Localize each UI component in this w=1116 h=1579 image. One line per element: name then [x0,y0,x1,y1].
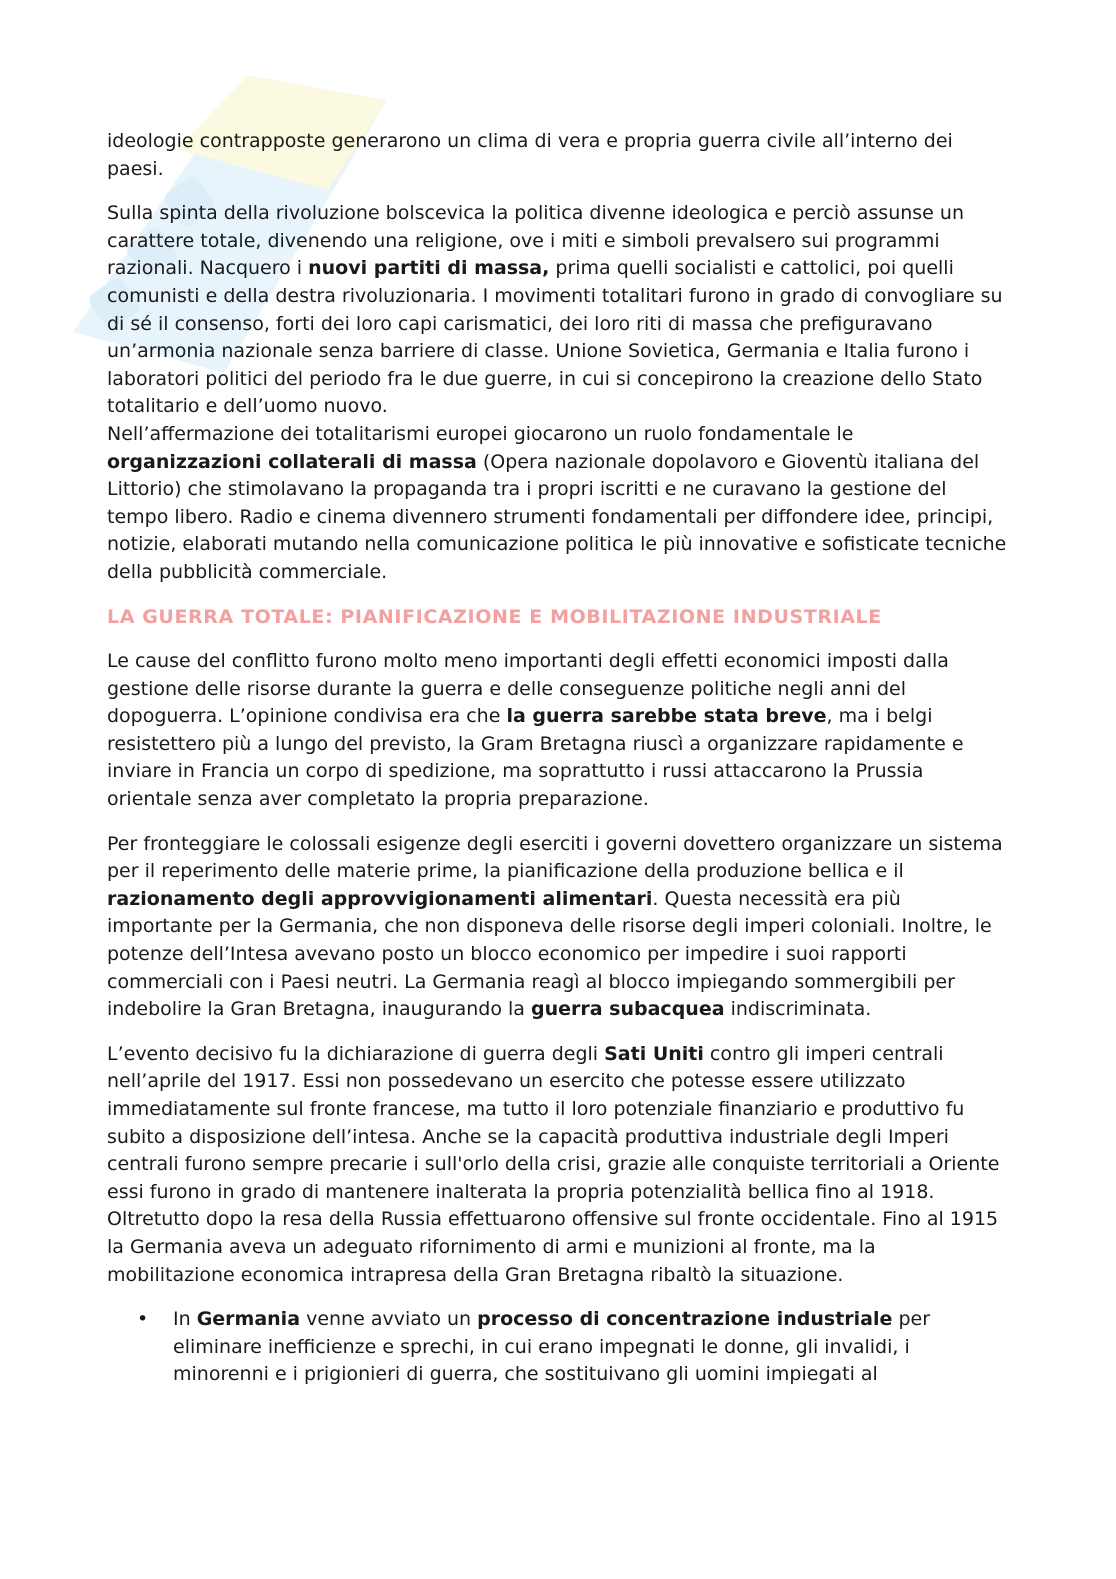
paragraph-cause-conflitto: Le cause del conflitto furono molto meno importanti degli effetti economici imposti dalla gestione delle risorse durante la guerra e delle conseguenze politiche negli anni del dopoguerra. L’opinione condivisa era che la guerra sarebbe stata breve, ma i belgi resistettero più a lungo del previsto, la Gram Bretagna riuscì a organizzare rapidamente e inviare in Francia un corpo di spedizione, ma soprattutto i russi attaccarono la Prussia orientale senza aver completato la propria preparazione. [107,650,964,811]
paragraph-totalitarismi: Nell’affermazione dei totalitarismi europei giocarono un ruolo fondamentale le organizzazioni collaterali di massa (Opera nazionale dopolavoro e Gioventù italiana del Littorio) che stimolavano la propaganda tra i propri iscritti e ne curavano la gestione del tempo libero. Radio e cinema divennero strumenti fondamentali per diffondere idee, principi, notizie, elaborati mutando nella comunicazione politica le più innovative e sofisticate tecniche della pubblicità commerciale. [107,422,1007,583]
paragraph-ideologie: ideologie contrapposte generarono un clima di vera e propria guerra civile all’interno dei paesi. [107,130,953,180]
document-body [107,128,1007,1389]
section-heading: LA GUERRA TOTALE: PIANIFICAZIONE E MOBILITAZIONE INDUSTRIALE [107,605,882,628]
list-item: • In Germania venne avviato un processo di concentrazione industriale per eliminare inefficienze e sprechi, in cui erano impegnati le donne, gli invalidi, i minorenni e i prigionieri di guerra, che sostituivano gli uomini impiegati al [137,1308,931,1386]
paragraph-stati-uniti: L’evento decisivo fu la dichiarazione di guerra degli Sati Uniti contro gli imperi centrali nell’aprile del 1917. Essi non possedevano un esercito che potesse essere utilizzato immediatamente sul fronte francese, ma tutto il loro potenziale finanziario e produttivo fu subito a disposizione dell’intesa. Anche se la capacità produttiva industriale degli Imperi centrali furono sempre precarie i sull'orlo della crisi, grazie alle conquiste territoriali a Oriente essi furono in grado di mantenere inalterata la propria potenzialità bellica fino al 1918. Oltretutto dopo la resa della Russia effettuarono offensive sul fronte occidentale. Fino al 1915 la Germania aveva un adeguato rifornimento di armi e munizioni al fronte, ma la mobilitazione economica intrapresa della Gran Bretagna ribaltò la situazione. [107,1042,1000,1286]
paragraph-rivoluzione-bolscevica: Sulla spinta della rivoluzione bolscevica la politica divenne ideologica e perciò assunse un carattere totale, divenendo una religione, ove i miti e simboli prevalsero sui programmi razionali. Nacquero i nuovi partiti di massa, prima quelli socialisti e cattolici, poi quelli comunisti e della destra rivoluzionaria. I movimenti totalitari furono in grado di convogliare su di sé il consenso, forti dei loro capi carismatici, dei loro riti di massa che prefiguravano un’armonia nazionale senza barriere di classe. Unione Sovietica, Germania e Italia furono i laboratori politici del periodo fra le due guerre, in cui si concepirono la creazione dello Stato totalitario e dell’uomo nuovo. [107,202,1003,418]
paragraph-esigenze-eserciti: Per fronteggiare le colossali esigenze degli eserciti i governi dovettero organizzare un sistema per il reperimento delle materie prime, la pianificazione della produzione bellica e il razionamento degli approvvigionamenti alimentari. Questa necessità era più importante per la Germania, che non disponeva delle risorse degli imperi coloniali. Inoltre, le potenze dell’Intesa avevano posto un blocco economico per impedire i suoi rapporti commerciali con i Paesi neutri. La Germania reagì al blocco impiegando sommergibili per indebolire la Gran Bretagna, inaugurando la guerra subacquea indiscriminata. [107,832,1003,1021]
bullet-list [107,1306,1007,1389]
bullet-icon: • [137,1308,149,1331]
